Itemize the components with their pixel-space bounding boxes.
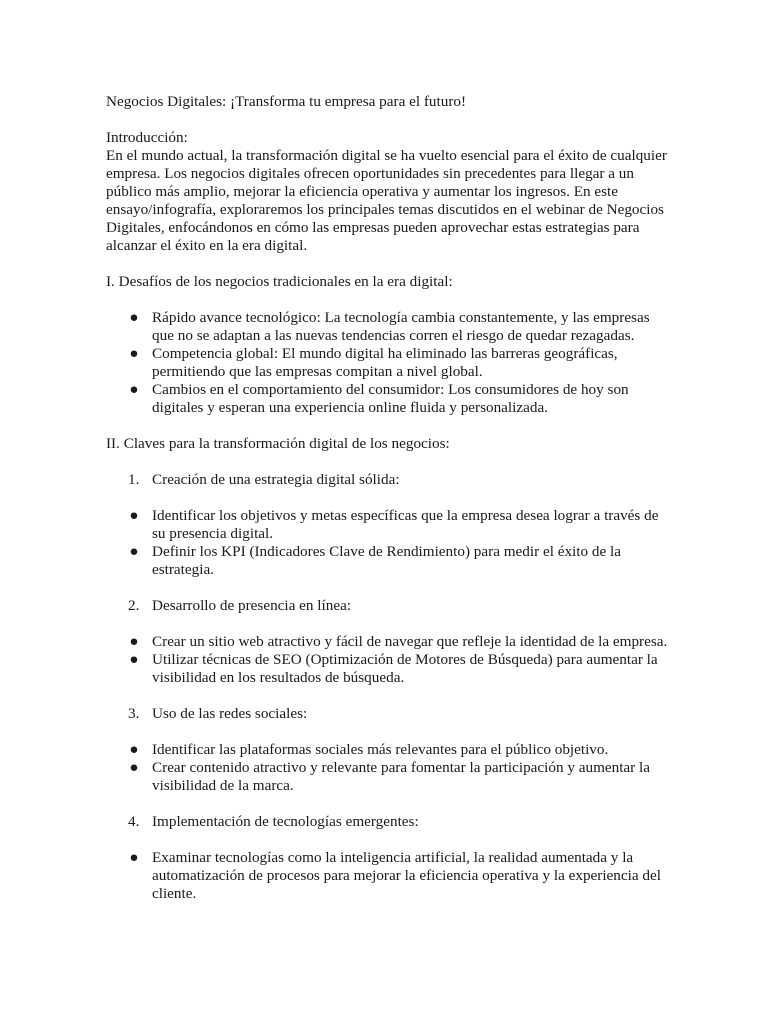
numbered-item bbox=[106, 597, 668, 615]
section-2-heading: II. Claves para la transformación digital de los negocios: bbox=[106, 435, 450, 452]
bullet-text: Rápido avance tecnológico: La tecnología cambia constantemente, y las empresas que no se adaptan a las nuevas tendencias corren el riesgo de quedar rezagadas. bbox=[152, 309, 650, 344]
item-title: Desarrollo de presencia en línea: bbox=[152, 597, 352, 614]
bullet-icon: ● bbox=[129, 849, 139, 866]
bullet-item bbox=[106, 543, 668, 579]
item-2-bullet-list bbox=[106, 633, 668, 687]
numbered-item bbox=[106, 471, 668, 489]
numbered-item-4 bbox=[106, 813, 668, 831]
bullet-icon: ● bbox=[129, 381, 139, 398]
numbered-item-2 bbox=[106, 597, 668, 615]
bullet-icon: ● bbox=[129, 507, 139, 524]
bullet-item bbox=[106, 849, 668, 903]
bullet-item bbox=[106, 759, 668, 795]
bullet-icon: ● bbox=[129, 633, 139, 650]
bullet-text: Utilizar técnicas de SEO (Optimización de Motores de Búsqueda) para aumentar la visibilidad en los resultados de búsqueda. bbox=[152, 651, 658, 686]
item-3-bullet-list bbox=[106, 741, 668, 795]
spacer bbox=[106, 723, 668, 741]
item-number: 4. bbox=[128, 813, 140, 830]
bullet-item bbox=[106, 507, 668, 543]
bullet-item bbox=[106, 651, 668, 687]
bullet-text: Crear contenido atractivo y relevante para fomentar la participación y aumentar la visibilidad de la marca. bbox=[152, 759, 650, 794]
bullet-icon: ● bbox=[129, 345, 139, 362]
spacer bbox=[106, 417, 668, 435]
bullet-icon: ● bbox=[129, 741, 139, 758]
item-number: 2. bbox=[128, 597, 140, 614]
spacer bbox=[106, 255, 668, 273]
item-4-bullet-list bbox=[106, 849, 668, 903]
bullet-text: Cambios en el comportamiento del consumidor: Los consumidores de hoy son digitales y esperan una experiencia online fluida y personalizada. bbox=[152, 381, 629, 416]
spacer bbox=[106, 291, 668, 309]
bullet-icon: ● bbox=[129, 309, 139, 326]
bullet-text: Competencia global: El mundo digital ha eliminado las barreras geográficas, permitiendo que las empresas compitan a nivel global. bbox=[152, 345, 618, 380]
spacer bbox=[106, 795, 668, 813]
bullet-text: Definir los KPI (Indicadores Clave de Rendimiento) para medir el éxito de la estrategia. bbox=[152, 543, 621, 578]
spacer bbox=[106, 615, 668, 633]
spacer bbox=[106, 453, 668, 471]
spacer bbox=[106, 831, 668, 849]
bullet-icon: ● bbox=[129, 759, 139, 776]
numbered-item bbox=[106, 705, 668, 723]
item-title: Implementación de tecnologías emergentes: bbox=[152, 813, 419, 830]
bullet-text: Examinar tecnologías como la inteligencia artificial, la realidad aumentada y la automatización de procesos para mejorar la eficiencia operativa y la experiencia del cliente. bbox=[152, 849, 661, 902]
bullet-icon: ● bbox=[129, 543, 139, 560]
bullet-item bbox=[106, 345, 668, 381]
spacer bbox=[106, 579, 668, 597]
item-number: 3. bbox=[128, 705, 140, 722]
spacer bbox=[106, 489, 668, 507]
bullet-item bbox=[106, 741, 668, 759]
bullet-item bbox=[106, 309, 668, 345]
intro-paragraph: En el mundo actual, la transformación digital se ha vuelto esencial para el éxito de cualquier empresa. Los negocios digitales ofrecen oportunidades sin precedentes para llegar a un público más amplio, mejorar la eficiencia operativa y aumentar los ingresos. En este ensayo/infografía, exploraremos los principales temas discutidos en el webinar de Negocios Digitales, enfocándonos en cómo las empresas pueden aprovechar estas estrategias para alcanzar el éxito en la era digital. bbox=[106, 147, 667, 254]
spacer bbox=[106, 111, 668, 129]
section-1-bullet-list bbox=[106, 309, 668, 417]
spacer bbox=[106, 687, 668, 705]
intro-heading: Introducción: bbox=[106, 129, 188, 146]
document-title: Negocios Digitales: ¡Transforma tu empresa para el futuro! bbox=[106, 93, 467, 110]
item-title: Uso de las redes sociales: bbox=[152, 705, 308, 722]
item-1-bullet-list bbox=[106, 507, 668, 579]
numbered-item-3 bbox=[106, 705, 668, 723]
item-title: Creación de una estrategia digital sólida: bbox=[152, 471, 400, 488]
bullet-text: Crear un sitio web atractivo y fácil de navegar que refleje la identidad de la empresa. bbox=[152, 633, 668, 650]
bullet-icon: ● bbox=[129, 651, 139, 668]
section-1-heading: I. Desafíos de los negocios tradicionales en la era digital: bbox=[106, 273, 453, 290]
bullet-text: Identificar las plataformas sociales más relevantes para el público objetivo. bbox=[152, 741, 609, 758]
item-number: 1. bbox=[128, 471, 140, 488]
bullet-item bbox=[106, 381, 668, 417]
bullet-item bbox=[106, 633, 668, 651]
numbered-item bbox=[106, 813, 668, 831]
bullet-text: Identificar los objetivos y metas específicas que la empresa desea lograr a través de su presencia digital. bbox=[152, 507, 659, 542]
numbered-item-1 bbox=[106, 471, 668, 489]
